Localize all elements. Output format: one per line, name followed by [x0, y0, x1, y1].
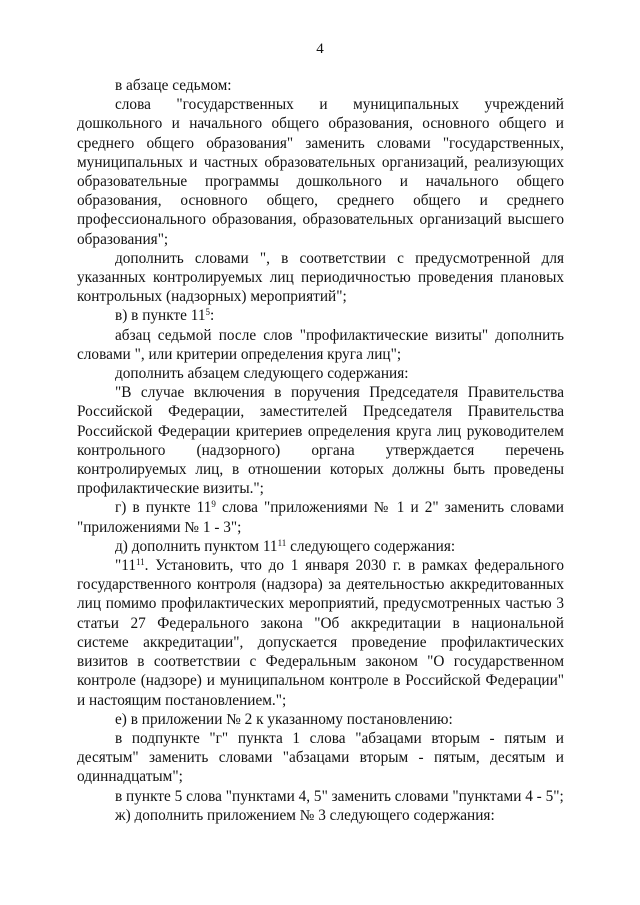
paragraph-new-point — [77, 556, 564, 710]
paragraph-quoted-insert: "В случае включения в поручения Председателя Правительства Российской Федерации, заместителей Председателя Правительства Российской Федерации критериев определения круга лиц руководителем контрольного (надзорного) органа утверждается перечень контролируемых лиц, в отношении которых должны быть проведены профилактические визиты."; — [77, 384, 564, 498]
superscript: 5 — [205, 307, 210, 318]
paragraph-item-g — [77, 498, 564, 536]
paragraph-add-abzac: дополнить абзацем следующего содержания: — [115, 365, 409, 383]
paragraph-add-words: дополнить словами ", в соответствии с предусмотренной для указанных контролируемых лиц периодичностью проведения плановых контрольных (надзорных) мероприятий"; — [77, 249, 564, 306]
superscript: 11 — [277, 537, 287, 548]
superscript: 11 — [135, 557, 145, 568]
page-number: 4 — [316, 41, 324, 57]
text-segment: : — [209, 307, 215, 325]
paragraph-seventh-abzac: абзац седьмой после слов "профилактические визиты" дополнить словами ", или критерии определения круга лиц"; — [77, 326, 564, 363]
paragraph-subpoint-g: в подпункте "г" пункта 1 слова "абзацами вторым - пятым и десятым" заменить словами "абзацами вторым - пятым, десятым и одиннадцатым"; — [77, 729, 564, 786]
text-segment: слова "приложениями № 1 и 2" заменить словами "приложениями № 1 - 3"; — [77, 499, 564, 536]
paragraph-item-e: е) в приложении № 2 к указанному постановлению: — [115, 710, 453, 728]
document-body — [77, 76, 564, 825]
text-segment: д) дополнить пунктом 11 — [115, 537, 278, 555]
paragraph-words-replacement: слова "государственных и муниципальных учреждений дошкольного и начального общего образования, основного общего и среднего общего образования" заменить словами "государственных, муниципальных и частных образовательных организаций, реализующих образовательные программы дошкольного и начального общего образования, основного общего, среднего общего и среднего профессионального образования, образовательных организаций высшего образования"; — [77, 96, 564, 248]
text-segment: следующего содержания: — [286, 537, 456, 555]
text-segment: в) в пункте 11 — [115, 307, 206, 325]
text-segment: "11 — [115, 557, 136, 575]
text-segment: г) в пункте 11 — [115, 499, 212, 517]
paragraph-paragraph-7-heading: в абзаце седьмом: — [115, 77, 232, 94]
paragraph-item-d — [77, 537, 564, 556]
superscript: 9 — [211, 499, 216, 510]
paragraph-item-v — [77, 306, 564, 325]
paragraph-point-5: в пункте 5 слова "пунктами 4, 5" заменить словами "пунктами 4 - 5"; — [115, 787, 564, 805]
paragraph-item-zh: ж) дополнить приложением № 3 следующего содержания: — [115, 806, 495, 824]
text-segment: . Установить, что до 1 января 2030 г. в рамках федерального государственного контроля (надзора) за деятельностью аккредитованных лиц помимо профилактических мероприятий, предусмотренных частью 3 статьи 27 Федерального закона "Об аккредитации в национальной системе аккредитации", допускается проведение профилактических визитов в соответствии с Федеральным законом "О государственном контроле (надзоре) и муниципальном контроле в Российской Федерации" и настоящим постановлением."; — [77, 557, 564, 709]
